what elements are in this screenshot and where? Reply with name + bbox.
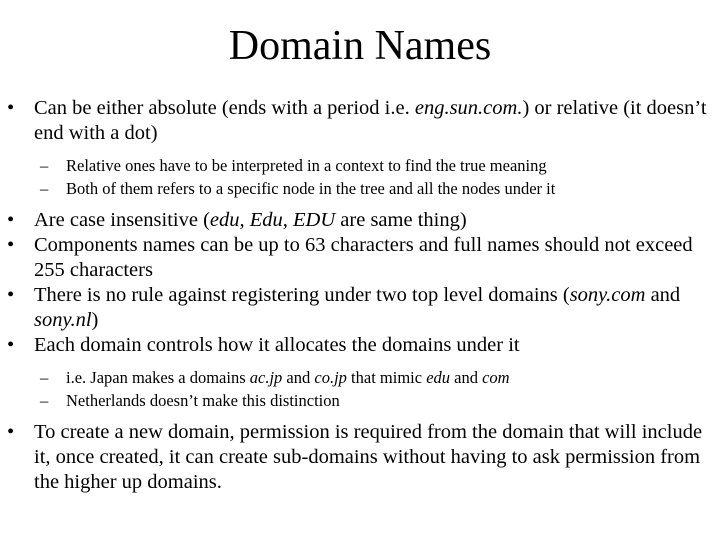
sub-bullet-mark: –: [40, 368, 49, 387]
sub-bullet-node: [0, 177, 712, 200]
bullet-text-italic: sony.com: [569, 284, 646, 306]
bullet-text: Components names can be up to 63 characters and full names should not exceed 255 characters: [34, 234, 693, 281]
sub-bullet-text-italic: ac.jp: [249, 368, 283, 387]
sub-bullet-mark: –: [40, 391, 49, 410]
bullet-new-domain: [0, 420, 712, 495]
bullet-text-italic: eng.sun.com.: [414, 97, 523, 119]
sub-bullet-text: i.e. Japan makes a domains: [66, 368, 250, 387]
bullet-text-italic: edu, Edu, EDU: [209, 209, 336, 231]
sub-bullet-relative: [0, 154, 712, 177]
bullet-text: are same thing): [335, 209, 467, 231]
sub-bullet-netherlands: [0, 389, 712, 412]
sub-bullet-text: Both of them refers to a specific node in the tree and all the nodes under it: [66, 179, 556, 198]
sub-bullet-text: that mimic: [346, 368, 427, 387]
bullet-length-limits: [0, 233, 712, 283]
bullet-text: Can be either absolute (ends with a period i.e.: [34, 97, 415, 119]
bullet-mark: •: [7, 209, 15, 231]
bullet-two-tlds: [0, 283, 712, 333]
slide-body: [0, 96, 712, 495]
sub-bullet-text: Relative ones have to be interpreted in a context to find the true meaning: [66, 156, 547, 175]
sub-bullet-text-italic: co.jp: [314, 368, 347, 387]
bullet-mark: •: [7, 334, 15, 356]
bullet-text: and: [645, 284, 681, 306]
bullet-text: There is no rule against registering under two top level domains (: [34, 284, 570, 306]
bullet-mark: •: [7, 97, 15, 119]
bullet-mark: •: [7, 234, 15, 256]
bullet-text: To create a new domain, permission is required from the domain that will include it, once created, it can create sub-domains without having to ask permission from the higher up domains.: [34, 421, 703, 493]
sub-bullet-text: and: [282, 368, 315, 387]
sub-bullet-text-italic: edu: [426, 368, 451, 387]
bullet-mark: •: [7, 284, 15, 306]
bullet-text-italic: sony.nl: [34, 309, 92, 331]
bullet-text: ): [91, 309, 99, 331]
bullet-text: ) or relative (it doesn’t end with a dot): [34, 97, 707, 144]
bullet-absolute-relative: [0, 96, 712, 146]
sub-bullet-mark: –: [40, 156, 49, 175]
slide-title: Domain Names: [228, 23, 492, 69]
bullet-text: Each domain controls how it allocates the domains under it: [34, 334, 520, 356]
bullet-case-insensitive: [0, 208, 712, 233]
sub-bullet-text: and: [450, 368, 483, 387]
bullet-mark: •: [7, 421, 15, 443]
sub-bullet-japan: [0, 366, 712, 389]
bullet-domain-control: [0, 333, 712, 358]
sub-bullet-text-italic: com: [482, 368, 510, 387]
sub-bullet-mark: –: [40, 179, 49, 198]
sub-bullet-text: Netherlands doesn’t make this distinction: [66, 391, 340, 410]
bullet-text: Are case insensitive (: [34, 209, 210, 231]
